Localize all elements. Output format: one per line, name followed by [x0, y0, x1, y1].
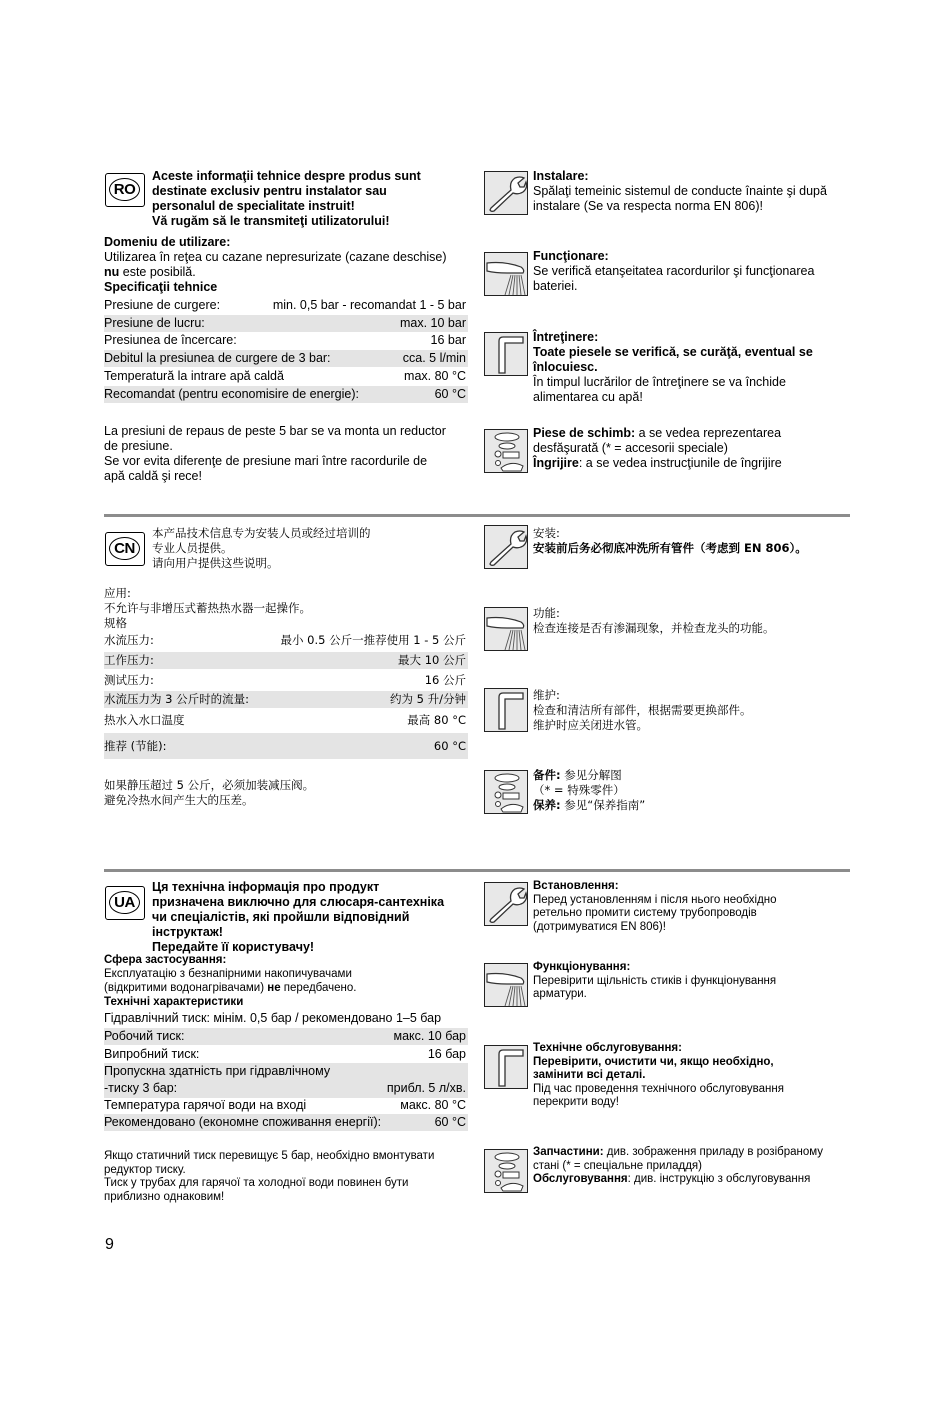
wrench-icon [484, 882, 528, 926]
spec-label: Робочий тиск: [104, 1029, 185, 1043]
install-block [533, 880, 851, 934]
note-line: Тиск у трубах для гарячої та холодної води повинен бути [104, 1177, 409, 1189]
spare-text: стані (* = спеціальне приладдя) [533, 1159, 702, 1172]
spec-title: 规格 [104, 616, 127, 630]
care-text: : див. інструкцію з обслуговування [627, 1173, 811, 1185]
domain-title: Сфера застосування: [104, 954, 227, 966]
domain-text: (відкритими водонагрівачами) [104, 982, 268, 994]
table-row [104, 1010, 468, 1027]
note-line: La presiuni de repaus de peste 5 bar se va monta un reductor [104, 424, 446, 438]
spec-label: 测试压力: [104, 673, 154, 687]
table-row [104, 386, 468, 403]
table-row [104, 1063, 468, 1098]
install-title: Встановлення: [533, 880, 619, 892]
spec-value: 60 °C [434, 1115, 466, 1129]
maintenance-bold: înlocuiesc. [533, 360, 598, 374]
intro-line: Aceste informaţii tehnice despre produs sunt [152, 169, 421, 183]
maintenance-bold: Toate piesele se verifică, se curăţă, eventual se [533, 345, 813, 359]
intro-text [152, 526, 472, 571]
section-divider [104, 869, 850, 872]
spec-value: min. 0,5 bar - recomandat 1 - 5 bar [272, 298, 466, 312]
maintenance-text: Під час проведення технічного обслуговування [533, 1082, 784, 1095]
wrench-icon [484, 171, 528, 215]
spec-label: -тиску 3 бар: [104, 1081, 178, 1095]
domain-title: Domeniu de utilizare: [104, 235, 231, 249]
spec-title: Specificaţii tehnice [104, 280, 218, 294]
table-row [104, 332, 468, 349]
hex-key-icon [484, 688, 528, 732]
spec-value: 16 公斤 [424, 673, 466, 687]
maintenance-block [533, 330, 851, 405]
hex-key-icon [484, 1045, 528, 1089]
table-row [104, 350, 468, 367]
intro-line: чи спеціалістів, які пройшли відповідний [152, 910, 410, 924]
maintenance-text: 维护时应关闭进水管。 [533, 718, 648, 732]
page-number: 9 [105, 1236, 114, 1253]
spare-text: desfăşurată (* = accesorii speciale) [533, 441, 728, 455]
spec-value: 16 бар [427, 1047, 466, 1061]
spec-label: 推荐 (节能): [104, 739, 167, 753]
spec-label: 工作压力: [104, 653, 154, 667]
function-title: Функціонування: [533, 961, 631, 973]
spare-parts-icon [484, 1149, 528, 1193]
intro-line: інструктаж! [152, 925, 223, 939]
maintenance-text: перекрити воду! [533, 1096, 619, 1108]
table-row [104, 632, 468, 649]
install-title: Instalare: [533, 169, 589, 183]
function-text: арматури. [533, 988, 587, 1000]
spec-label: Presiune de lucru: [104, 316, 205, 330]
note-line: de presiune. [104, 439, 173, 453]
spec-label: Presiune de curgere: [104, 298, 221, 312]
domain-text: 不允许与非增压式蓄热热水器一起操作。 [104, 601, 311, 615]
spec-label: Recomandat (pentru economisire de energie): [104, 387, 359, 401]
spec-value: cca. 5 l/min [402, 351, 466, 365]
spec-label: Пропускна здатність при гідравлічному [104, 1064, 331, 1078]
pressure-note [104, 424, 470, 484]
wrench-icon [484, 525, 528, 569]
spare-text: （* = 特殊零件） [533, 783, 625, 797]
intro-text [152, 169, 472, 229]
maintenance-bold: замінити всі деталі. [533, 1069, 646, 1081]
spare-text: a se vedea reprezentarea [635, 426, 782, 440]
maintenance-text: 检查和清洁所有部件，根据需要更换部件。 [533, 703, 752, 717]
maintenance-block [533, 688, 851, 733]
table-row [104, 315, 468, 332]
spec-value: max. 80 °C [404, 369, 466, 383]
spec-value: 60 °C [433, 739, 466, 753]
spec-label: Випробний тиск: [104, 1047, 200, 1061]
intro-line: Vă rugăm să le transmiteţi utilizatorului! [152, 214, 390, 228]
install-text: Перед установленням і після нього необхідно [533, 893, 777, 906]
install-block [533, 526, 851, 556]
spec-value: max. 10 bar [399, 316, 466, 330]
spare-block [533, 1146, 851, 1187]
domain-title: 应用: [104, 586, 131, 600]
note-line: приблизно однаковим! [104, 1190, 225, 1203]
domain-text: Utilizarea în reţea cu cazane nepresurizate (cazane deschise) [104, 250, 447, 264]
function-text: Se verifică etanşeitatea racordurilor şi funcţionarea [533, 264, 815, 278]
section-divider [104, 514, 850, 517]
faucet-spray-icon [484, 963, 528, 1007]
install-text: Spălaţi temeinic sistemul de conducte înainte şi după [533, 184, 827, 198]
domain-text-bold: не [267, 982, 281, 994]
table-row [104, 712, 468, 729]
table-row [104, 368, 468, 385]
language-code: RO [109, 178, 140, 201]
function-title: Funcţionare: [533, 249, 609, 263]
language-badge-cn [105, 532, 145, 566]
maintenance-title: Întreţinere: [533, 330, 599, 344]
install-text: instalare (Se va respecta norma EN 806)! [533, 199, 763, 213]
domain-text: передбачено. [280, 982, 357, 994]
note-line: Якщо статичний тиск перевищує 5 бар, необхідно вмонтувати [104, 1150, 435, 1162]
install-block [533, 169, 851, 214]
spec-label: Temperatură la intrare apă caldă [104, 369, 284, 383]
maintenance-text: În timpul lucrărilor de întreţinere se va închide [533, 375, 786, 389]
language-badge-ro [105, 173, 145, 207]
note-line: Se vor evita diferenţe de presiune mari între racordurile de [104, 454, 428, 468]
table-row [104, 1028, 468, 1045]
faucet-spray-icon [484, 607, 528, 651]
intro-line: Передайте її користувачу! [152, 940, 315, 954]
language-code: CN [109, 537, 140, 560]
spec-value: 约为 5 升/分钟 [389, 692, 466, 706]
domain-block [104, 586, 470, 631]
spec-value: 16 bar [430, 333, 466, 347]
spec-label: 热水入水口温度 [104, 713, 185, 727]
spec-value: прибл. 5 л/хв. [386, 1081, 466, 1095]
spec-label: Presiunea de încercare: [104, 333, 237, 347]
spare-title: Piese de schimb: [533, 426, 636, 440]
maintenance-bold: Перевірити, очистити чи, якщо необхідно, [533, 1055, 774, 1068]
intro-line: 专业人员提供。 [152, 541, 233, 555]
table-row [104, 1114, 468, 1131]
install-text: ретельно промити систему трубопроводів [533, 907, 757, 919]
maintenance-title: 维护: [533, 688, 560, 702]
spare-parts-icon [484, 429, 528, 473]
domain-text: Експлуатацію з безнапірними накопичувачами [104, 968, 352, 980]
intro-line: personalul de specialitate instruit! [152, 199, 355, 213]
install-text: 安装前后务必彻底冲洗所有管件（考虑到 EN 806）。 [533, 541, 807, 555]
spec-label: Debitul la presiunea de curgere de 3 bar: [104, 351, 331, 365]
note-line: 避免冷热水间产生大的压差。 [104, 793, 254, 807]
table-row [104, 1097, 468, 1114]
spec-label: Гідравлічний тиск: мінім. 0,5 бар / рекомендовано 1–5 бар [104, 1011, 442, 1025]
function-block [533, 961, 851, 1002]
table-row [104, 691, 468, 708]
domain-block [104, 235, 470, 295]
table-row [104, 672, 468, 689]
spec-label: Температура гарячої води на вході [104, 1098, 307, 1112]
maintenance-text: alimentarea cu apă! [533, 390, 643, 404]
function-text: 检查连接是否有渗漏现象，并检查龙头的功能。 [533, 621, 775, 635]
pressure-note [104, 1150, 470, 1204]
note-line: редуктор тиску. [104, 1163, 186, 1176]
install-title: 安装: [533, 526, 560, 540]
domain-text-bold: nu [104, 265, 120, 279]
intro-line: destinate exclusiv pentru instalator sau [152, 184, 387, 198]
language-code: UA [109, 891, 140, 914]
spare-text: див. зображення приладу в розібраному [603, 1146, 824, 1158]
spec-label: 水流压力为 3 公斤时的流量: [104, 692, 250, 706]
spec-value: макс. 10 бар [393, 1029, 466, 1043]
maintenance-title: Технічне обслуговування: [533, 1042, 682, 1054]
table-row [104, 1046, 468, 1063]
domain-block [104, 953, 470, 1009]
spare-title: 备件: [533, 768, 561, 782]
spec-label: Рекомендовано (економне споживання енергії): [104, 1115, 382, 1129]
spare-parts-icon [484, 770, 528, 814]
function-block [533, 606, 851, 636]
care-title: 保养: [533, 798, 561, 812]
function-block [533, 249, 851, 294]
domain-text: este posibilă. [119, 265, 196, 279]
intro-line: 请向用户提供这些说明。 [152, 556, 279, 570]
intro-text [152, 880, 472, 955]
spec-value: 最高 80 °C [407, 713, 466, 727]
intro-line: Ця технічна інформація про продукт [152, 880, 380, 894]
function-text: Перевірити щільність стиків і функціонування [533, 974, 777, 987]
hex-key-icon [484, 332, 528, 376]
function-text: bateriei. [533, 279, 578, 293]
spec-value: 60 °C [434, 387, 466, 401]
note-line: apă caldă şi rece! [104, 469, 202, 483]
spare-text: 参见分解图 [564, 768, 622, 782]
intro-line: призначена виключно для слюсаря-сантехніка [152, 895, 445, 909]
care-text: : a se vedea instrucţiunile de îngrijire [578, 456, 782, 470]
care-text: 参见“保养指南” [564, 798, 646, 812]
note-line: 如果静压超过 5 公斤，必须加装减压阀。 [104, 778, 315, 792]
spare-block [533, 768, 851, 813]
function-title: 功能: [533, 606, 560, 620]
spec-label: 水流压力: [104, 633, 154, 647]
care-title: Îngrijire [533, 456, 579, 470]
pressure-note [104, 778, 470, 808]
table-row [104, 652, 468, 669]
spec-title: Технічні характеристики [104, 996, 244, 1008]
spec-value: 最小 0.5 公斤一推荐使用 1 - 5 公斤 [280, 633, 466, 647]
install-text: (дотримуватися EN 806)! [533, 920, 666, 933]
table-row [104, 297, 468, 314]
intro-line: 本产品技术信息专为安装人员或经过培训的 [152, 526, 371, 540]
care-title: Обслуговування [533, 1173, 628, 1185]
spec-value: 最大 10 公斤 [398, 653, 466, 667]
maintenance-block [533, 1042, 851, 1110]
spare-block [533, 426, 851, 471]
language-badge-ua [105, 886, 145, 920]
table-row [104, 733, 468, 759]
spec-value: макс. 80 °C [400, 1098, 466, 1112]
faucet-spray-icon [484, 252, 528, 296]
spare-title: Запчастини: [533, 1146, 604, 1158]
